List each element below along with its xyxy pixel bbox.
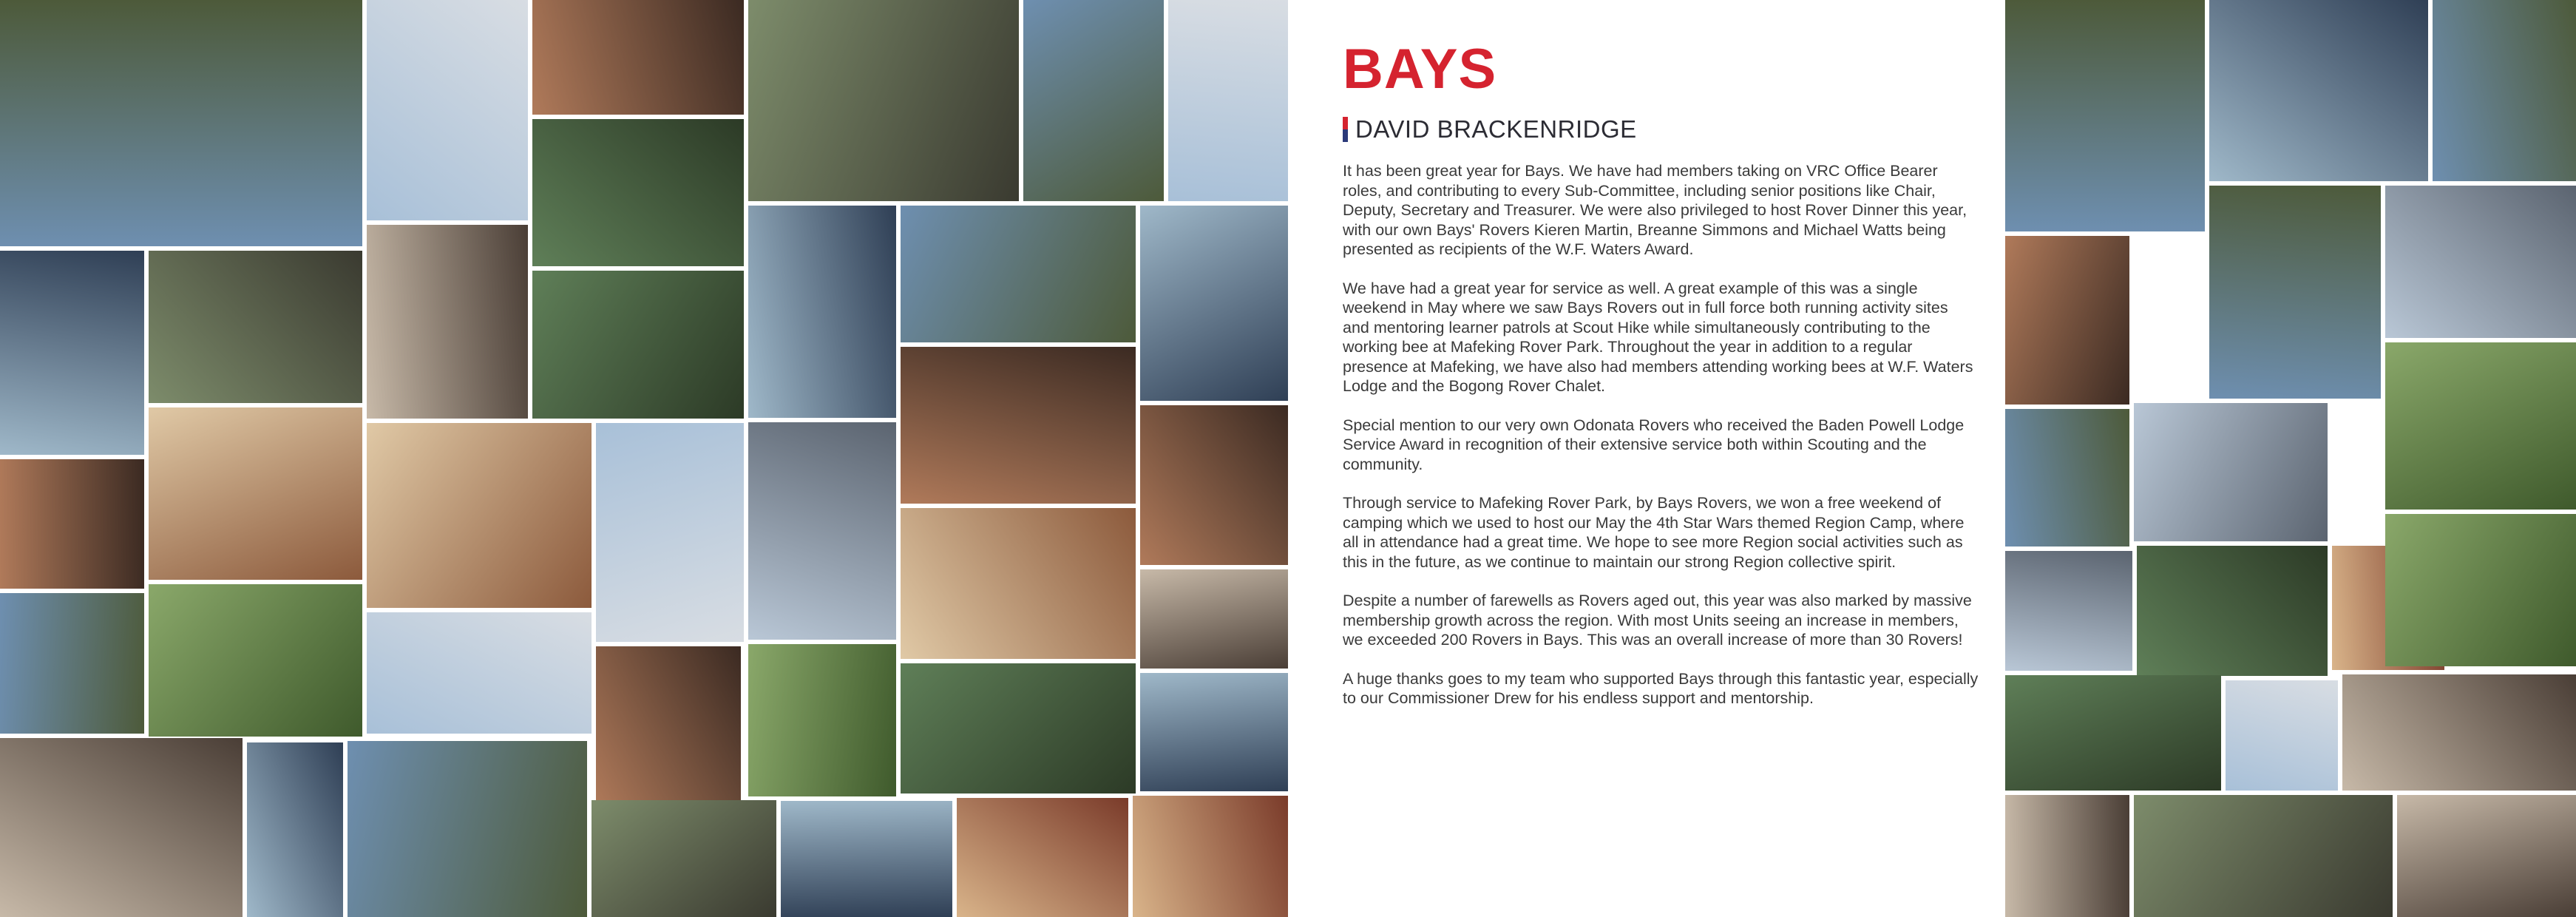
photo-tile [2385,514,2576,666]
article-body [1343,161,1979,728]
photo-tile [532,0,744,115]
article-title: BAYS [1343,38,1497,101]
photo-tile [0,0,362,246]
photo-tile [0,738,243,917]
author-color-marker [1343,117,1348,142]
photo-tile [901,663,1136,794]
photo-tile [0,593,144,734]
paragraph-6: A huge thanks goes to my team who supported Bays through this fantastic year, especially to our Commissioner Drew for his endless support and mentorship. [1343,669,1979,707]
paragraph-3: Special mention to our very own Odonata Rovers who received the Baden Powell Lodge Service Award in recognition of their extensive service both within Scouting and the community. [1343,416,1965,473]
photo-tile [901,347,1136,504]
author-name: DAVID BRACKENRIDGE [1355,115,1637,143]
photo-tile [2226,680,2338,791]
photo-tile [781,801,952,917]
photo-tile [596,423,744,642]
photo-tile [2134,795,2393,917]
photo-tile [1140,673,1288,791]
author-row [1343,115,1637,143]
photo-tile [901,206,1136,342]
article-panel [1288,0,2005,917]
marker-red-segment [1343,117,1348,129]
photo-tile [367,612,592,734]
paragraph-1: It has been great year for Bays. We have had members taking on VRC Office Bearer roles, and contributing to every Sub-Committee, including senior positions like Chair, Deputy, Secretary and Treasurer. We were also privileged to host Rover Dinner this year, with our own Bays' Rovers Kieren Martin, Breanne Simmons and Michael Watts being presented as recipients of the W.F. Waters Award. [1343,162,1967,258]
photo-tile [367,225,528,419]
photo-tile [748,206,896,418]
photo-tile [0,251,144,455]
photo-tile [2134,403,2328,541]
photo-tile [2209,186,2381,399]
photo-tile [2385,186,2576,338]
photo-tile [901,508,1136,659]
paragraph-2: We have had a great year for service as well. A great example of this was a single weekend in May where we saw Bays Rovers out in full force both running activity sites and mentoring learner patrols at Scout Hike while simultaneously contributing to the working bee at Mafeking Rover Park. Throughout the year in addition to a regular presence at Mafeking, we have also had members attending working bees at W.F. Waters Lodge and the Bogong Rover Chalet. [1343,279,1973,395]
photo-tile [592,800,776,917]
photo-tile [247,742,343,917]
photo-tile [149,407,362,580]
photo-tile [1140,569,1288,669]
marker-navy-segment [1343,129,1348,142]
photo-tile [2137,546,2328,676]
photo-tile [748,0,1019,201]
photo-tile [2005,551,2132,671]
photo-tile [2397,795,2576,917]
photo-tile [1140,206,1288,401]
photo-tile [367,423,592,608]
photo-tile [2005,0,2205,231]
photo-tile [1133,796,1288,917]
photo-tile [748,644,896,796]
photo-tile [2209,0,2428,181]
photo-tile [2005,795,2129,917]
photo-collage-right [2005,0,2576,917]
photo-tile [2433,0,2576,181]
photo-tile [2005,409,2129,547]
photo-tile [149,251,362,403]
paragraph-4: Through service to Mafeking Rover Park, by Bays Rovers, we won a free weekend of camping which we used to host our May the 4th Star Wars themed Region Camp, where all in attendance had a great time. We hope to see more Region social activities such as this in the future, as we continue to maintain our strong Region collective spirit. [1343,494,1965,571]
photo-tile [532,119,744,266]
photo-tile [149,584,362,737]
photo-tile [596,646,741,809]
photo-tile [748,422,896,640]
photo-tile [348,741,587,917]
photo-tile [1168,0,1288,201]
photo-tile [1140,405,1288,565]
photo-tile [367,0,528,220]
photo-tile [2005,236,2129,405]
photo-tile [2005,675,2221,791]
photo-tile [532,271,744,419]
photo-tile [1023,0,1164,201]
photo-tile [2342,674,2576,791]
photo-tile [957,798,1128,917]
photo-tile [0,459,144,589]
photo-tile [2385,342,2576,510]
paragraph-5: Despite a number of farewells as Rovers aged out, this year was also marked by massive membership growth across the region. With most Units seeing an increase in members, we exceeded 200 Rovers in Bays. This was an overall increase of more than 30 Rovers! [1343,592,1972,649]
